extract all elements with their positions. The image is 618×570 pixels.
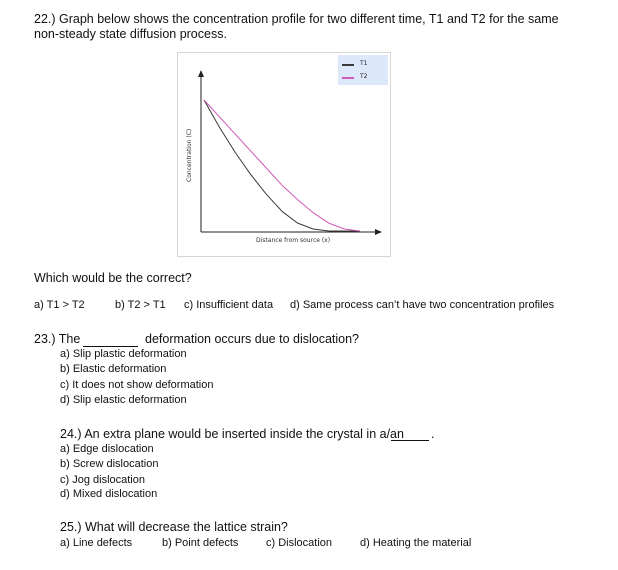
legend-swatch-t1 xyxy=(342,64,354,66)
q25-option-b: b) Point defects xyxy=(162,537,239,549)
q22-option-a: a) T1 > T2 xyxy=(34,299,85,311)
q25-title: 25.) What will decrease the lattice strain? xyxy=(60,520,288,534)
series-line-t1 xyxy=(204,100,360,231)
x-axis-label: Distance from source (x) xyxy=(256,237,331,244)
q24-option-d: d) Mixed dislocation xyxy=(60,488,158,500)
q24-option-b: b) Screw dislocation xyxy=(60,458,159,470)
q23-option-d: d) Slip elastic deformation xyxy=(60,394,187,406)
q24-option-c: c) Jog dislocation xyxy=(60,474,145,486)
q22-option-b: b) T2 > T1 xyxy=(115,299,166,311)
q24-title: 24.) An extra plane would be inserted inside the crystal in a/an xyxy=(60,427,404,441)
q23-option-c: c) It does not show deformation xyxy=(60,379,214,391)
q24-title-end: . xyxy=(431,427,435,441)
q23-title-start: 23.) The xyxy=(34,332,81,346)
y-axis-label: Concentration (C) xyxy=(186,128,193,182)
q23-title-end: deformation occurs due to dislocation? xyxy=(145,332,360,346)
q25-option-a: a) Line defects xyxy=(60,537,133,549)
q22-option-d: d) Same process can’t have two concentration profiles xyxy=(290,299,555,311)
y-axis-arrow xyxy=(198,70,204,77)
q22-prompt: Which would be the correct? xyxy=(34,271,192,285)
q24-option-a: a) Edge dislocation xyxy=(60,443,154,455)
legend-swatch-t2 xyxy=(342,77,354,79)
q22-option-c: c) Insufficient data xyxy=(184,299,274,311)
q22-title-line2: non-steady state diffusion process. xyxy=(34,27,227,41)
chart-legend xyxy=(338,55,388,85)
q23-blank xyxy=(83,346,138,347)
x-axis-arrow xyxy=(375,229,382,235)
legend-label-t2: T2 xyxy=(360,73,368,80)
q23-option-b: b) Elastic deformation xyxy=(60,363,167,375)
q22-title-line1: 22.) Graph below shows the concentration profile for two different time, T1 and T2 for the same xyxy=(34,12,559,26)
q24-blank xyxy=(391,440,429,441)
legend-label-t1: T1 xyxy=(360,60,368,67)
q25-option-d: d) Heating the material xyxy=(360,537,472,549)
q25-option-c: c) Dislocation xyxy=(266,537,333,549)
q23-option-a: a) Slip plastic deformation xyxy=(60,348,187,360)
